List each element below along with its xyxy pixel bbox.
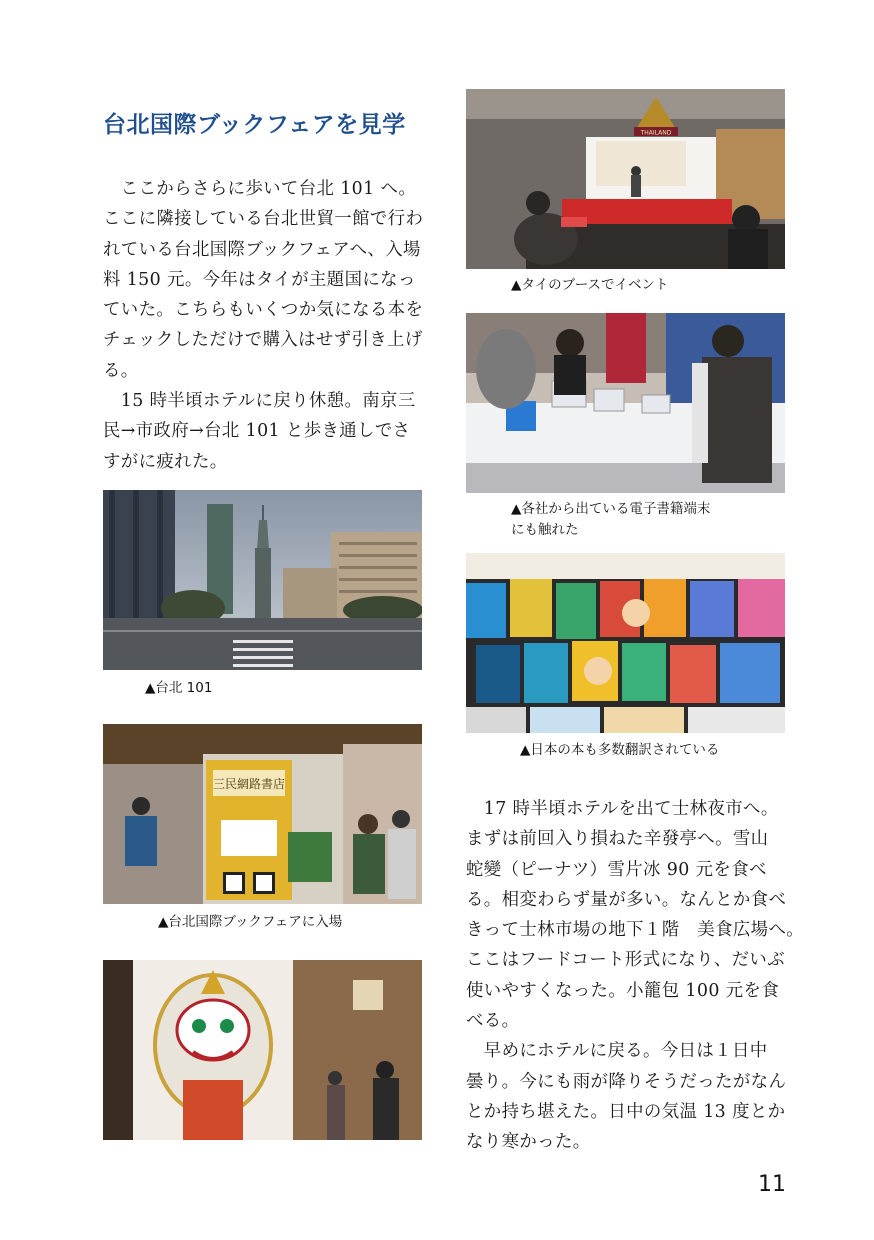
text-line: きって士林市場の地下１階 美食広場へ。 xyxy=(466,920,805,941)
text-line: る。 xyxy=(103,360,139,381)
text-line: 料 150 元。今年はタイが主題国になっ xyxy=(103,269,416,290)
caption-entrance: ▲台北国際ブックフェアに入場 xyxy=(158,914,343,930)
text-line: れている台北国際ブックフェアへ、入場 xyxy=(103,239,421,260)
caption-japanese-books: ▲日本の本も多数翻訳されている xyxy=(520,742,720,758)
text-line: 蛇變（ピーナツ）雪片冰 90 元を食べ xyxy=(466,859,767,880)
text-line: 15 時半頃ホテルに戻り休憩。南京三 xyxy=(103,391,416,412)
photo-bookfair-entrance xyxy=(103,724,422,904)
photo-thai-mural xyxy=(103,960,422,1140)
right-body-text xyxy=(466,794,804,1158)
caption-ebook-line1: ▲各社から出ている電子書籍端末 xyxy=(511,501,711,517)
photo-ebook-readers xyxy=(466,313,785,493)
text-line: 早めにホテルに戻る。今日は１日中 xyxy=(466,1041,768,1062)
caption-taipei-101: ▲台北 101 xyxy=(145,680,213,696)
photo-thai-booth xyxy=(466,89,785,269)
caption-ebook-line2: にも触れた xyxy=(511,522,579,538)
text-line: ここに隣接している台北世貿一館で行わ xyxy=(103,209,424,230)
text-line: とか持ち堪えた。日中の気温 13 度とか xyxy=(466,1101,786,1122)
text-line: まずは前回入り損ねた辛發亭へ。雪山 xyxy=(466,829,769,850)
text-line: ここからさらに歩いて台北 101 へ。 xyxy=(103,179,417,199)
text-line: なり寒かった。 xyxy=(466,1132,591,1153)
text-line: チェックしただけで購入はせず引き上げ xyxy=(103,330,423,351)
caption-thai-booth: ▲タイのブースでイベント xyxy=(511,277,669,293)
page-number: 11 xyxy=(758,1172,786,1197)
text-line: 使いやすくなった。小籠包 100 元を食 xyxy=(466,980,780,1001)
sanmin-sign-text: 三民網路書店 xyxy=(212,777,286,791)
thailand-sign-text: THAILAND xyxy=(640,129,672,137)
text-line: 民→市政府→台北 101 と歩き通しでさ xyxy=(103,421,411,442)
photo-japanese-books xyxy=(466,553,785,733)
left-body-text xyxy=(103,174,423,477)
text-line: 曇り。今にも雨が降りそうだったがなん xyxy=(466,1071,787,1092)
section-heading: 台北国際ブックフェアを見学 xyxy=(103,112,406,138)
text-line: 17 時半頃ホテルを出て士林夜市へ。 xyxy=(466,799,779,819)
text-line: すがに疲れた。 xyxy=(103,451,228,472)
text-line: る。相変わらず量が多い。なんとか食べ xyxy=(466,889,787,910)
text-line: ていた。こちらもいくつか気になる本を xyxy=(103,300,424,321)
photo-taipei-101 xyxy=(103,490,422,670)
text-line: ここはフードコート形式になり、だいぶ xyxy=(466,950,786,971)
text-line: べる。 xyxy=(466,1011,520,1032)
